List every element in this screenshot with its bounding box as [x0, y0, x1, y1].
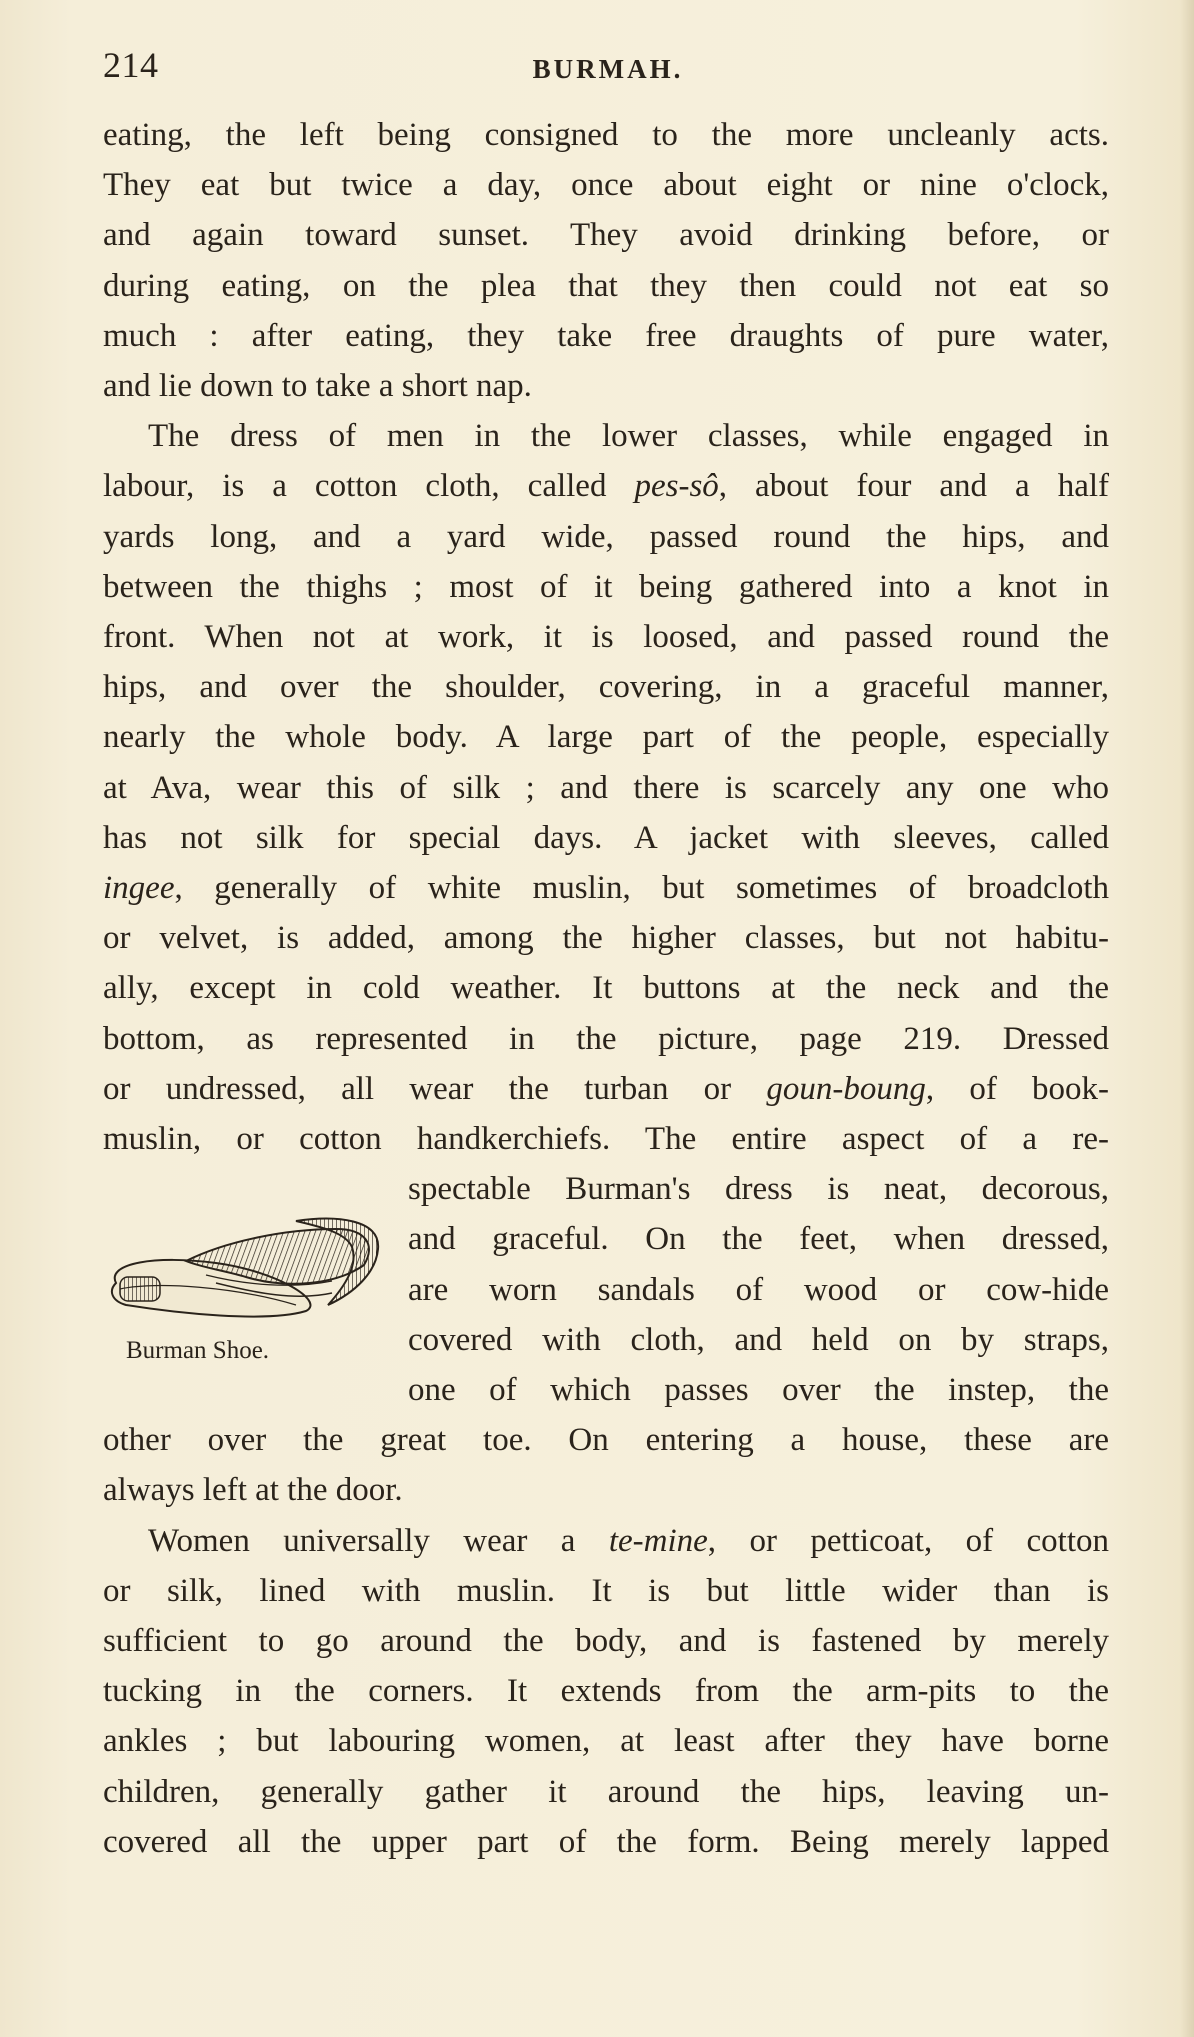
text-segment: sufficient to go around the body, and is fastened by merely — [103, 1623, 1109, 1659]
text-line — [103, 110, 1109, 160]
text-segment: covered with cloth, and held on by straps, — [408, 1321, 1109, 1358]
text-line — [103, 963, 1109, 1013]
text-segment: spectable Burman's dress is neat, decorous, — [408, 1171, 1109, 1208]
text-line — [103, 1716, 1109, 1766]
text-line — [103, 160, 1109, 210]
text-segment: or silk, lined with muslin. It is but little wider than is — [103, 1572, 1109, 1609]
text-segment: or undressed, all wear the turban or — [103, 1070, 767, 1107]
text-segment: has not silk for special days. A jacket with sleeves, called — [103, 819, 1109, 856]
text-segment: between the thighs ; most of it being gathered into a knot in — [103, 568, 1109, 605]
text-line — [103, 1767, 1109, 1817]
text-segment: front. When not at work, it is loosed, and passed round the — [103, 619, 1109, 655]
page-number: 214 — [103, 45, 159, 85]
italic-term: te-mine — [608, 1522, 708, 1559]
text-line — [103, 261, 1109, 311]
text-segment: Women universally wear a — [148, 1522, 609, 1559]
text-line — [103, 1666, 1109, 1716]
text-segment: hips, and over the shoulder, covering, in a graceful manner, — [103, 669, 1109, 706]
text-line — [103, 210, 1109, 260]
text-segment: and lie down to take a short nap. — [103, 368, 532, 404]
text-segment: or velvet, is added, among the higher classes, but not habitu- — [103, 920, 1109, 957]
text-segment: tucking in the corners. It extends from the arm-pits to the — [103, 1673, 1109, 1710]
text-segment: They eat but twice a day, once about eight or nine o'clock, — [103, 167, 1109, 204]
text-segment: much : after eating, they take free draughts of pure water, — [103, 317, 1109, 354]
figure-caption: Burman Shoe. — [126, 1337, 270, 1364]
text-line — [103, 913, 1109, 963]
text-line — [408, 1315, 1109, 1365]
text-line — [103, 461, 1109, 511]
text-line — [103, 1014, 1109, 1064]
running-head — [103, 44, 1113, 94]
text-segment: eating, the left being consigned to the more uncleanly acts. — [103, 117, 1109, 153]
text-line — [103, 1064, 1109, 1114]
text-segment: other over the great toe. On entering a house, these are — [103, 1422, 1109, 1459]
text-line — [103, 311, 1109, 361]
text-line — [103, 662, 1109, 712]
text-line — [103, 1465, 1109, 1515]
text-segment: and graceful. On the feet, when dressed, — [408, 1221, 1109, 1258]
text-line — [103, 1566, 1109, 1616]
text-segment: are worn sandals of wood or cow-hide — [408, 1271, 1109, 1308]
italic-term: pes-sô — [634, 468, 719, 505]
text-line — [103, 712, 1109, 762]
text-line — [408, 1214, 1109, 1264]
text-segment: at Ava, wear this of silk ; and there is scarcely any one who — [103, 769, 1109, 806]
text-line — [408, 1265, 1109, 1315]
text-line — [103, 562, 1109, 612]
text-segment: always left at the door. — [103, 1472, 403, 1509]
text-segment: yards long, and a yard wide, passed round the hips, and — [103, 518, 1109, 555]
text-segment: labour, is a cotton cloth, called — [103, 468, 635, 505]
text-line — [408, 1365, 1109, 1415]
text-segment: during eating, on the plea that they then could not eat so — [103, 267, 1109, 304]
text-segment: and again toward sunset. They avoid drinking before, or — [103, 217, 1109, 254]
text-segment: covered all the upper part of the form. Being merely lapped — [103, 1823, 1109, 1860]
text-line — [103, 813, 1109, 863]
text-segment: children, generally gather it around the hips, leaving un- — [103, 1773, 1109, 1810]
text-segment: , of book- — [925, 1070, 1109, 1107]
text-segment: ally, except in cold weather. It buttons at the neck and the — [103, 970, 1109, 1007]
text-segment: , about four and a half — [718, 468, 1109, 505]
text-segment: The dress of men in the lower classes, while engaged in — [148, 418, 1109, 455]
text-segment: ankles ; but labouring women, at least after they have borne — [103, 1723, 1109, 1760]
shoe-illustration-icon — [96, 1205, 396, 1335]
text-segment: muslin, or cotton handkerchiefs. The entire aspect of a re- — [103, 1121, 1109, 1157]
text-line — [148, 1516, 1109, 1566]
text-segment: nearly the whole body. A large part of the people, especially — [103, 719, 1109, 756]
text-line — [103, 512, 1109, 562]
text-line — [103, 1415, 1109, 1465]
text-line — [103, 1616, 1109, 1666]
text-line — [103, 1817, 1109, 1867]
text-segment: one of which passes over the instep, the — [408, 1372, 1109, 1408]
text-line — [103, 361, 1109, 411]
running-title: BURMAH. — [532, 54, 684, 84]
text-line — [103, 612, 1109, 662]
italic-term: ingee — [103, 870, 175, 906]
text-line — [103, 863, 1109, 913]
page-edge — [1180, 0, 1194, 2037]
text-line — [148, 411, 1109, 461]
text-segment: , generally of white muslin, but sometimes of broadcloth — [174, 870, 1109, 906]
text-segment: bottom, as represented in the picture, page 219. Dressed — [103, 1020, 1109, 1057]
text-line — [103, 1114, 1109, 1164]
italic-term: goun-boung — [766, 1070, 926, 1107]
text-line — [103, 763, 1109, 813]
burman-shoe-figure — [96, 1205, 396, 1380]
text-segment: , or petticoat, of cotton — [707, 1522, 1109, 1559]
text-line — [408, 1164, 1109, 1214]
